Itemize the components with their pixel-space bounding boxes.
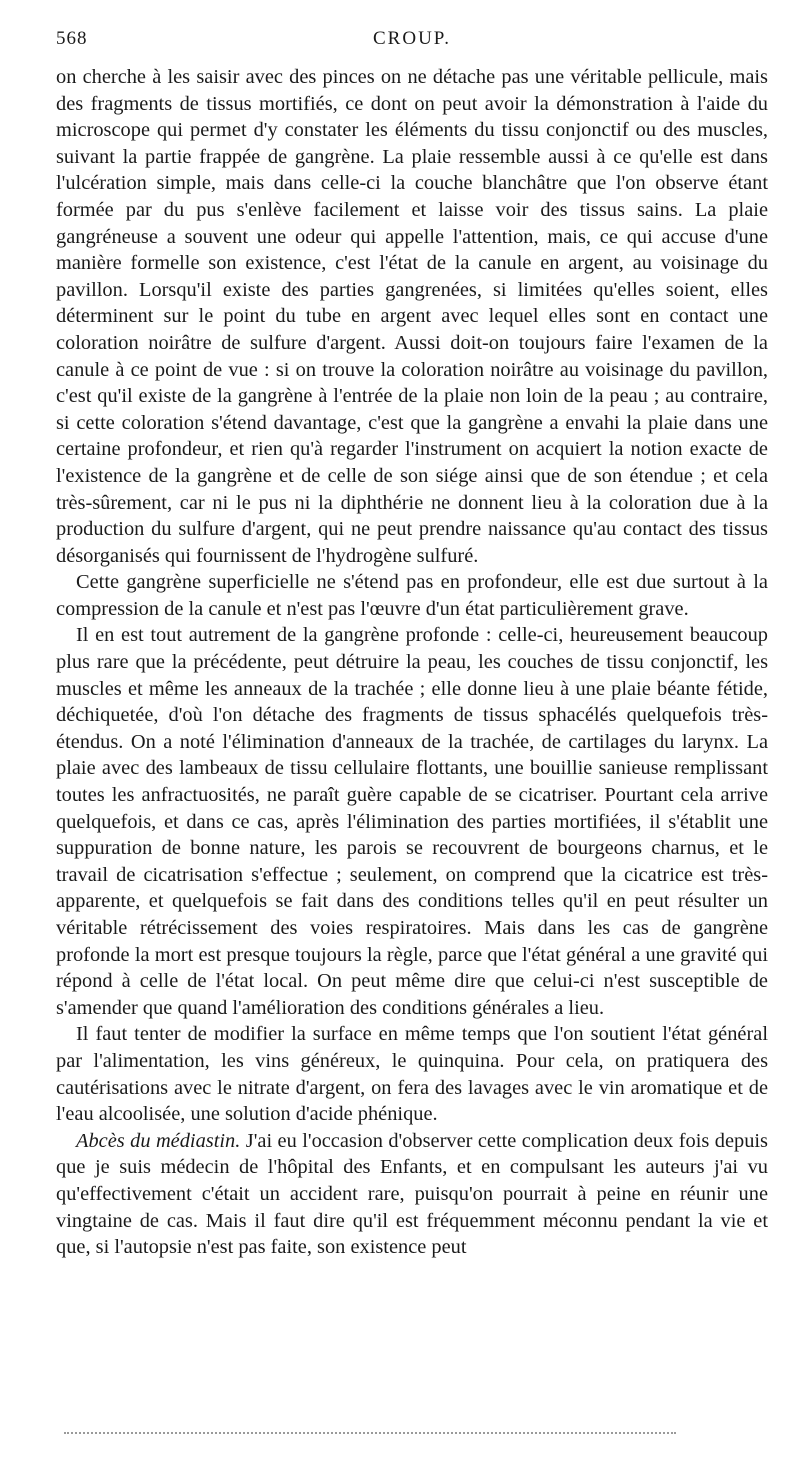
- paragraph-gangrene-canula: on cherche à les saisir avec des pinces on ne détache pas une véritable pellicule, mais des fragments de tissus mortifiés, ce dont on peut avoir la démonstration à l'aide du microscope qui permet d'y constater les éléments du tissu conjonctif ou des muscles, suivant la partie frappée de gangrène. La plaie ressemble aussi à ce qu'elle est dans l'ulcération simple, mais dans celle-ci la couche blanchâtre que l'on observe étant formée par du pus s'enlève facilement et laisse voir des tissus sains. La plaie gangréneuse a souvent une odeur qui appelle l'attention, mais, ce qui accuse d'une manière formelle son existence, c'est l'état de la canule en argent, au voisinage du pavillon. Lorsqu'il existe des parties gangrenées, si limitées qu'elles soient, elles déterminent sur le point du tube en argent avec lequel elles sont en contact une coloration noirâtre de sulfure d'argent. Aussi doit-on toujours faire l'examen de la canule à ce point de vue : si on trouve la coloration noirâtre au voisinage du pavillon, c'est qu'il existe de la gangrène à l'entrée de la plaie non loin de la peau ; au contraire, si cette coloration s'étend davantage, c'est que la gangrène a envahi la plaie dans une certaine profondeur, et rien qu'à regarder l'instrument on acquiert la notion exacte de l'existence de la gangrène et de celle de son siége ainsi que de son étendue ; et cela très-sûrement, car ni le pus ni la diphthérie ne donnent lieu à la coloration due à la production du sulfure d'argent, qui ne peut prendre naissance qu'au contact des tissus désorganisés qui fournissent de l'hydrogène sulfuré.: [56, 66, 768, 567]
- paragraph-mediastinal-abscess: [56, 1128, 768, 1261]
- document-page: [56, 26, 768, 1261]
- paragraph-superficial-gangrene: Cette gangrène superficielle ne s'étend pas en profondeur, elle est due surtout à la compression de la canule et n'est pas l'œuvre d'un état particulièrement grave.: [56, 571, 768, 620]
- footer-dotted-rule: [64, 1432, 676, 1434]
- paragraph-treatment: Il faut tenter de modifier la surface en même temps que l'on soutient l'état général par l'alimentation, les vins généreux, le quinquina. Pour cela, on pratiquera des cautérisations avec le nitrate d'argent, on fera des lavages avec le vin aromatique et de l'eau alcoolisée, une solution d'acide phénique.: [56, 1023, 768, 1126]
- page-header: [56, 26, 768, 56]
- paragraph-deep-gangrene: Il en est tout autrement de la gangrène profonde : celle-ci, heureusement beaucoup plus rare que la précédente, peut détruire la peau, les couches de tissu conjonctif, les muscles et même les anneaux de la trachée ; elle donne lieu à une plaie béante fétide, déchiquetée, d'où l'on détache des fragments de tissus sphacélés quelquefois très-étendus. On a noté l'élimination d'anneaux de la trachée, de cartilages du larynx. La plaie avec des lambeaux de tissu cellulaire flottants, une bouillie sanieuse remplissant toutes les anfractuosités, ne paraît guère capable de se cicatriser. Pourtant cela arrive quelquefois, et dans ce cas, après l'élimination des parties mortifiées, il s'établit une suppuration de bonne nature, les parois se recouvrent de bourgeons charnus, et le travail de cicatrisation s'effectue ; seulement, on comprend que la cicatrice est très-apparente, et quelquefois se fait dans des conditions telles qu'il en peut résulter un véritable rétrécissement des voies respiratoires. Mais dans les cas de gangrène profonde la mort est presque toujours la règle, parce que l'état général a une gravité qui répond à celle de l'état local. On peut même dire que celui-ci n'est susceptible de s'amender que quand l'amélioration des conditions générales a lieu.: [56, 624, 768, 1019]
- section-lead-heading: Abcès du médiastin.: [76, 1129, 241, 1152]
- page-number: 568: [56, 28, 88, 49]
- paragraph-body-text: J'ai eu l'occasion d'observer cette complication deux fois depuis que je suis médecin de l'hôpital des Enfants, et en compulsant les auteurs j'ai vu qu'effectivement c'était un accident rare, puisqu'on pourrait à peine en réunir une vingtaine de cas. Mais il faut dire qu'il est fréquemment méconnu pendant la vie et que, si l'autopsie n'est pas faite, son existence peut: [56, 1129, 768, 1259]
- running-title: CROUP.: [373, 28, 451, 49]
